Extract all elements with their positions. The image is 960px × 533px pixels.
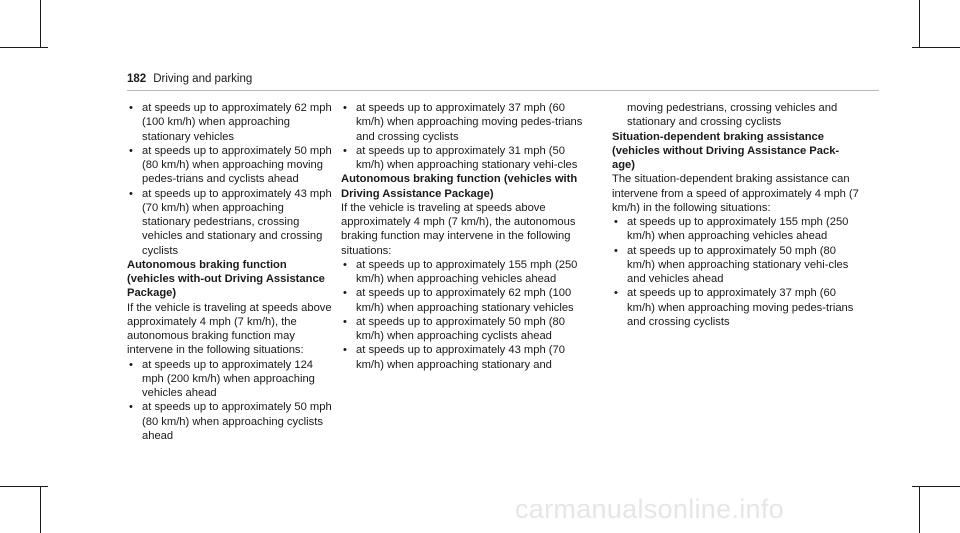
list-item: • at speeds up to approximately 155 mph (250 km/h) when approaching vehicles ahead: [341, 258, 596, 287]
section-title: Driving and parking: [153, 73, 253, 85]
section-heading: Situation-dependent braking assistance (vehicles without Driving Assistance Pack-age): [612, 130, 840, 171]
list-item: • at speeds up to approximately 62 mph (100 km/h) when approaching stationary vehicles: [341, 286, 596, 315]
crop-mark: [0, 47, 48, 48]
crop-mark: [919, 0, 920, 48]
section-heading: Autonomous braking function (vehicles with Driving Assistance Package): [341, 173, 578, 200]
bullet-list: [341, 258, 596, 372]
page-number: 182: [127, 73, 147, 85]
column-3: [612, 101, 862, 329]
column-2: [341, 101, 596, 372]
list-item: • at speeds up to approximately 50 mph (80 km/h) when approaching cyclists ahead: [341, 315, 596, 344]
bullet-list: [127, 101, 332, 258]
section-heading: Autonomous braking function (vehicles with-out Driving Assistance Package): [127, 258, 325, 300]
page-header: [127, 73, 252, 85]
list-item: • at speeds up to approximately 43 mph (70 km/h) when approaching stationary and: [341, 343, 596, 372]
list-item: • at speeds up to approximately 50 mph (80 km/h) when approaching stationary vehi-cles and vehicles ahead: [612, 244, 862, 287]
crop-mark: [912, 47, 960, 48]
header-divider: [127, 90, 879, 91]
list-item: • at speeds up to approximately 50 mph (80 km/h) when approaching cyclists ahead: [127, 400, 332, 443]
list-item: • at speeds up to approximately 124 mph (200 km/h) when approaching vehicles ahead: [127, 358, 332, 401]
bullet-list: [612, 215, 862, 329]
paragraph: If the vehicle is traveling at speeds above approximately 4 mph (7 km/h), the autonomous braking function may intervene in the following situations:: [127, 301, 332, 357]
bullet-list: [127, 358, 332, 444]
crop-mark: [912, 486, 960, 487]
crop-mark: [0, 486, 48, 487]
list-item: • at speeds up to approximately 43 mph (70 km/h) when approaching stationary pedestrians, crossing vehicles and stationary and crossing cyclists: [127, 187, 332, 258]
paragraph: If the vehicle is traveling at speeds above approximately 4 mph (7 km/h), the autonomous braking function may intervene in the following situations:: [341, 201, 576, 257]
watermark: carmanualsonline.info: [515, 494, 784, 524]
list-item: • at speeds up to approximately 155 mph (250 km/h) when approaching vehicles ahead: [612, 215, 862, 244]
list-item: • at speeds up to approximately 37 mph (60 km/h) when approaching moving pedes-trians and crossing cyclists: [341, 101, 596, 144]
crop-mark: [919, 486, 920, 533]
paragraph: The situation-dependent braking assistance can intervene from a speed of approximately 4 mph (7 km/h) in the following situations:: [612, 173, 859, 214]
list-continuation: moving pedestrians, crossing vehicles and stationary and crossing cyclists: [627, 102, 838, 129]
list-item: • at speeds up to approximately 62 mph (100 km/h) when approaching stationary vehicles: [127, 101, 332, 144]
crop-mark: [40, 0, 41, 48]
bullet-list: [341, 101, 596, 172]
column-1: [127, 101, 332, 443]
list-item: • at speeds up to approximately 50 mph (80 km/h) when approaching moving pedes-trians and cyclists ahead: [127, 144, 332, 187]
list-item: • at speeds up to approximately 37 mph (60 km/h) when approaching moving pedes-trians and crossing cyclists: [612, 286, 862, 329]
crop-mark: [40, 486, 41, 533]
list-item: • at speeds up to approximately 31 mph (50 km/h) when approaching stationary vehi-cles: [341, 144, 596, 173]
